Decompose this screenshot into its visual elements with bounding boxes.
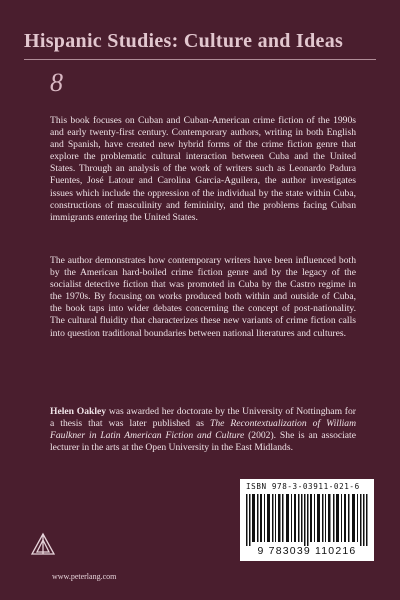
author-bio xyxy=(50,406,356,454)
title-divider xyxy=(24,59,376,60)
isbn-label: ISBN 978-3-03911-021-6 xyxy=(246,482,360,491)
barcode-digits: 9 783039 110216 xyxy=(257,545,357,557)
publisher-website-link[interactable]: www.peterlang.com xyxy=(52,572,117,581)
volume-number: 8 xyxy=(50,68,63,97)
publisher-logo-icon xyxy=(28,532,58,558)
blurb-paragraph-2: The author demonstrates how contemporary writers have been influenced both by the American hard-boiled crime fiction genre and by the legacy of the socialist detective fiction that was promoted in Cuba by the Castro regime in the 1970s. By focusing on works produced both within and outside of Cuba, the book taps into wider debates concerning the concept of post-nationality. The cultural fluidity that characterizes these new variants of crime fiction calls into question traditional boundaries between national literatures and cultures. xyxy=(50,255,356,339)
barcode-image xyxy=(246,494,368,546)
author-book-title: The Recontextualization of William Faulkner in Latin American Fiction and Culture xyxy=(50,418,356,442)
isbn-barcode-box xyxy=(240,479,374,561)
author-bio-text-2: (2002). She is an associate lecturer in the arts at the Open University in the East Midlands. xyxy=(50,430,356,454)
blurb-paragraph-1: This book focuses on Cuban and Cuban-American crime fiction of the 1990s and early twenty-first century. Contemporary authors, writing in both English and Spanish, have created new hybrid forms of the crime fiction genre that explore the problematic cultural interaction between Cuba and the United States. Through an analysis of the work of writers such as Leonardo Padura Fuentes, José Latour and Carolina Garcia-Aguilera, the author investigates issues which include the oppression of the individual by the state within Cuba, constructions of masculinity and femininity, and the problems facing Cuban immigrants entering the United States. xyxy=(50,115,356,223)
author-bio-text-1: was awarded her doctorate by the University of Nottingham for a thesis that was later published as xyxy=(50,406,356,430)
series-title: Hispanic Studies: Culture and Ideas xyxy=(24,30,344,52)
author-name: Helen Oakley xyxy=(50,406,107,417)
